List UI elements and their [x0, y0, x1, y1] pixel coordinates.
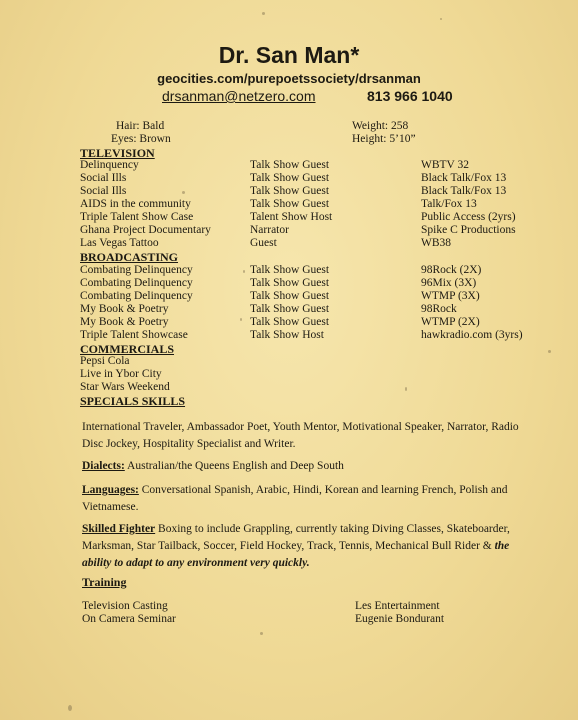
credit-role: Talk Show Guest — [250, 172, 330, 184]
credit-title: Delinquency — [80, 159, 139, 171]
table-row — [0, 211, 578, 224]
credit-venue: Public Access (2yrs) — [421, 211, 516, 223]
credit-title: Ghana Project Documentary — [80, 224, 211, 236]
paper-speck — [405, 387, 407, 391]
credit-title: AIDS in the community — [80, 198, 191, 210]
paper-speck — [68, 705, 72, 711]
dialects-paragraph — [82, 458, 522, 475]
credit-role: Guest — [250, 237, 277, 249]
training-course: On Camera Seminar — [82, 613, 176, 625]
table-row — [0, 224, 578, 237]
languages-paragraph — [82, 482, 522, 516]
weight-stat: Weight: 258 — [352, 120, 409, 132]
credit-title: My Book & Poetry — [80, 303, 169, 315]
credit-title: Triple Talent Showcase — [80, 329, 188, 341]
section-heading-broadcasting: BROADCASTING — [80, 250, 179, 264]
list-item: Live in Ybor City — [80, 368, 162, 380]
dialects-text: Australian/the Queens English and Deep South — [124, 460, 344, 472]
credit-role: Talk Show Guest — [250, 277, 330, 289]
languages-text: Conversational Spanish, Arabic, Hindi, Korean and learning French, Polish and Vietnamese. — [82, 484, 508, 513]
credit-title: My Book & Poetry — [80, 316, 169, 328]
eyes-stat: Eyes: Brown — [111, 133, 171, 145]
paper-speck — [262, 12, 265, 15]
credit-venue: WBTV 32 — [421, 159, 470, 171]
section-heading-training: Training — [82, 575, 127, 589]
table-row — [0, 237, 578, 250]
section-heading-special-skills: SPECIALS SKILLS — [80, 394, 186, 408]
list-item: Pepsi Cola — [80, 355, 130, 367]
credit-title: Social Ills — [80, 172, 127, 184]
credit-role: Narrator — [250, 224, 289, 236]
table-row — [0, 316, 578, 329]
table-row — [0, 185, 578, 198]
credit-role: Talk Show Guest — [250, 159, 330, 171]
credit-title: Social Ills — [80, 185, 127, 197]
credit-role: Talk Show Guest — [250, 316, 330, 328]
credit-role: Talk Show Guest — [250, 264, 330, 276]
skilled-fighter-text: Boxing to include Grappling, currently taking Diving Classes, Skateboarder, Marksman, Star Tailback, Soccer, Field Hockey, Track, Tennis, Mechanical Bull Rider & — [82, 523, 510, 552]
resume-name: Dr. San Man* — [218, 42, 360, 68]
skilled-fighter-label: Skilled Fighter — [82, 523, 156, 535]
skilled-fighter-emphasis: the ability to adapt to any environment very quickly. — [82, 540, 510, 569]
credit-title: Combating Delinquency — [80, 264, 193, 276]
email-address: drsanman@netzero.com — [162, 88, 316, 104]
height-stat: Height: 5’10” — [352, 133, 416, 145]
credit-role: Talk Show Guest — [250, 185, 330, 197]
credit-title: Combating Delinquency — [80, 277, 193, 289]
table-row — [0, 198, 578, 211]
website-url: geocities.com/purepoetssociety/drsanman — [157, 71, 421, 86]
credit-title: Triple Talent Show Case — [80, 211, 194, 223]
credit-venue: 98Rock (2X) — [421, 264, 482, 276]
training-course: Television Casting — [82, 600, 168, 612]
paper-speck — [548, 350, 551, 353]
table-row — [0, 172, 578, 185]
paper-speck — [260, 632, 263, 635]
credit-role: Talk Show Guest — [250, 198, 330, 210]
credit-venue: 98Rock — [421, 303, 457, 315]
section-heading-television: TELEVISION — [80, 146, 155, 160]
languages-label: Languages: — [82, 484, 139, 496]
credit-venue: WTMP (2X) — [421, 316, 480, 328]
credit-role: Talk Show Guest — [250, 303, 330, 315]
table-row — [0, 277, 578, 290]
credit-venue: Black Talk/Fox 13 — [421, 172, 507, 184]
table-row — [0, 159, 578, 172]
credit-venue: 96Mix (3X) — [421, 277, 477, 289]
credit-role: Talk Show Host — [250, 329, 324, 341]
credit-role: Talent Show Host — [250, 211, 333, 223]
credit-venue: WTMP (3X) — [421, 290, 480, 302]
credit-role: Talk Show Guest — [250, 290, 330, 302]
list-item: Star Wars Weekend — [80, 381, 170, 393]
table-row — [0, 329, 578, 342]
table-row — [0, 264, 578, 277]
credit-venue: Spike C Productions — [421, 224, 516, 236]
skilled-fighter-paragraph — [82, 521, 522, 572]
section-heading-commercials: COMMERCIALS — [80, 342, 175, 356]
dialects-label: Dialects: — [82, 460, 125, 472]
credit-venue: WB38 — [421, 237, 452, 249]
phone-number: 813 966 1040 — [367, 88, 453, 104]
credit-venue: hawkradio.com (3yrs) — [421, 329, 523, 341]
special-skills-text: International Traveler, Ambassador Poet, Youth Mentor, Motivational Speaker, Narrator, Radio Disc Jockey, Hospitality Specialist and Writer. — [82, 421, 519, 450]
training-provider: Les Entertainment — [355, 600, 440, 612]
credit-title: Combating Delinquency — [80, 290, 193, 302]
credit-title: Las Vegas Tattoo — [80, 237, 159, 249]
credit-venue: Black Talk/Fox 13 — [421, 185, 507, 197]
hair-stat: Hair: Bald — [116, 120, 165, 132]
credit-venue: Talk/Fox 13 — [421, 198, 477, 210]
table-row — [0, 290, 578, 303]
paper-speck — [440, 18, 442, 20]
table-row — [0, 303, 578, 316]
training-provider: Eugenie Bondurant — [355, 613, 445, 625]
